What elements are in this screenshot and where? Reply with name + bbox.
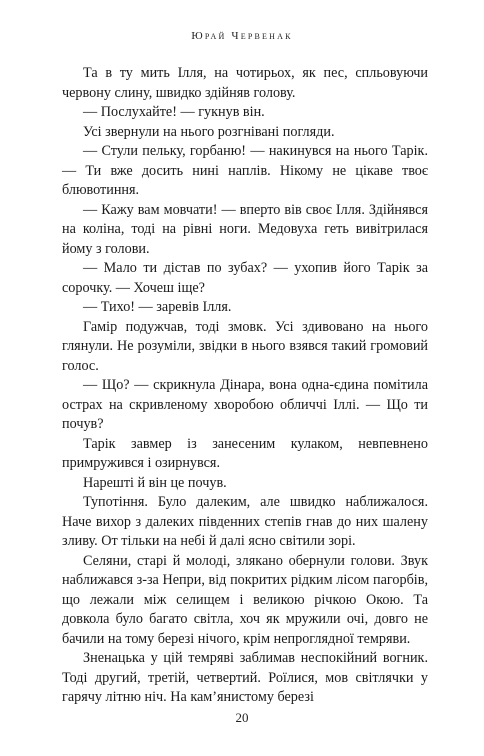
paragraph: — Стули пельку, горбаню! — накинувся на нього Тарік. — Ти вже досить нині наплів. Нікому не цікаве твоє блювотиння. [62,143,428,198]
paragraph: Селяни, старі й молоді, злякано обернули голови. Звук наближався з-за Непри, від покритих рідким лісом пагорбів, що лежали між селищем і великою річкою Окою. Та довкола було багато світла, хоч як мружили очі, довго не бачили на тому березі нічого, крім непроглядної темряви. [62,552,428,647]
paragraph: Тупотіння. Було далеким, але швидко наближалося. Наче вихор з далеких південних степів гнав до них шалену зливу. От тільки на небі й далі ясно світили зорі. [62,494,428,549]
paragraph: Зненацька у цій темряві заблимав неспокійний вогник. Тоді другий, третій, четвертий. Роїлися, мов світлячки у гарячу літню ніч. На кам’янистому березі [62,650,428,705]
running-header-author: Юрай Червенак [191,30,293,42]
paragraph: — Кажу вам мовчати! — вперто вів своє Ілля. Здійнявся на коліна, тоді на рівні ноги. Медовуха геть вивітрилася йому з голови. [62,201,428,257]
paragraph: Нарешті й він це почув. [83,474,227,491]
paragraph: Усі звернули на нього розгнівані погляди. [83,123,335,140]
paragraph: Та в ту мить Ілля, на чотирьох, як пес, спльовуючи червону слину, швидко здійняв голову. [62,65,428,101]
paragraph: — Послухайте! — гукнув він. [83,104,265,120]
paragraph: — Що? — скрикнула Дінара, вона одна-єдина помітила острах на скривленому хворобою обличчі Іллі. — Що ти почув? [62,377,428,432]
paragraph: Тарік завмер із занесеним кулаком, невпевнено примружився і озирнувся. [62,435,428,471]
page-number: 20 [235,710,249,725]
paragraph: — Тихо! — заревів Ілля. [83,299,232,315]
paragraph: — Мало ти дістав по зубах? — ухопив його Тарік за сорочку. — Хочеш іще? [62,260,428,296]
paragraph: Гамір подужчав, тоді змовк. Усі здивовано на нього глянули. Не розуміли, звідки в нього взявся такий громовий голос. [62,318,428,374]
body-text [62,64,428,708]
